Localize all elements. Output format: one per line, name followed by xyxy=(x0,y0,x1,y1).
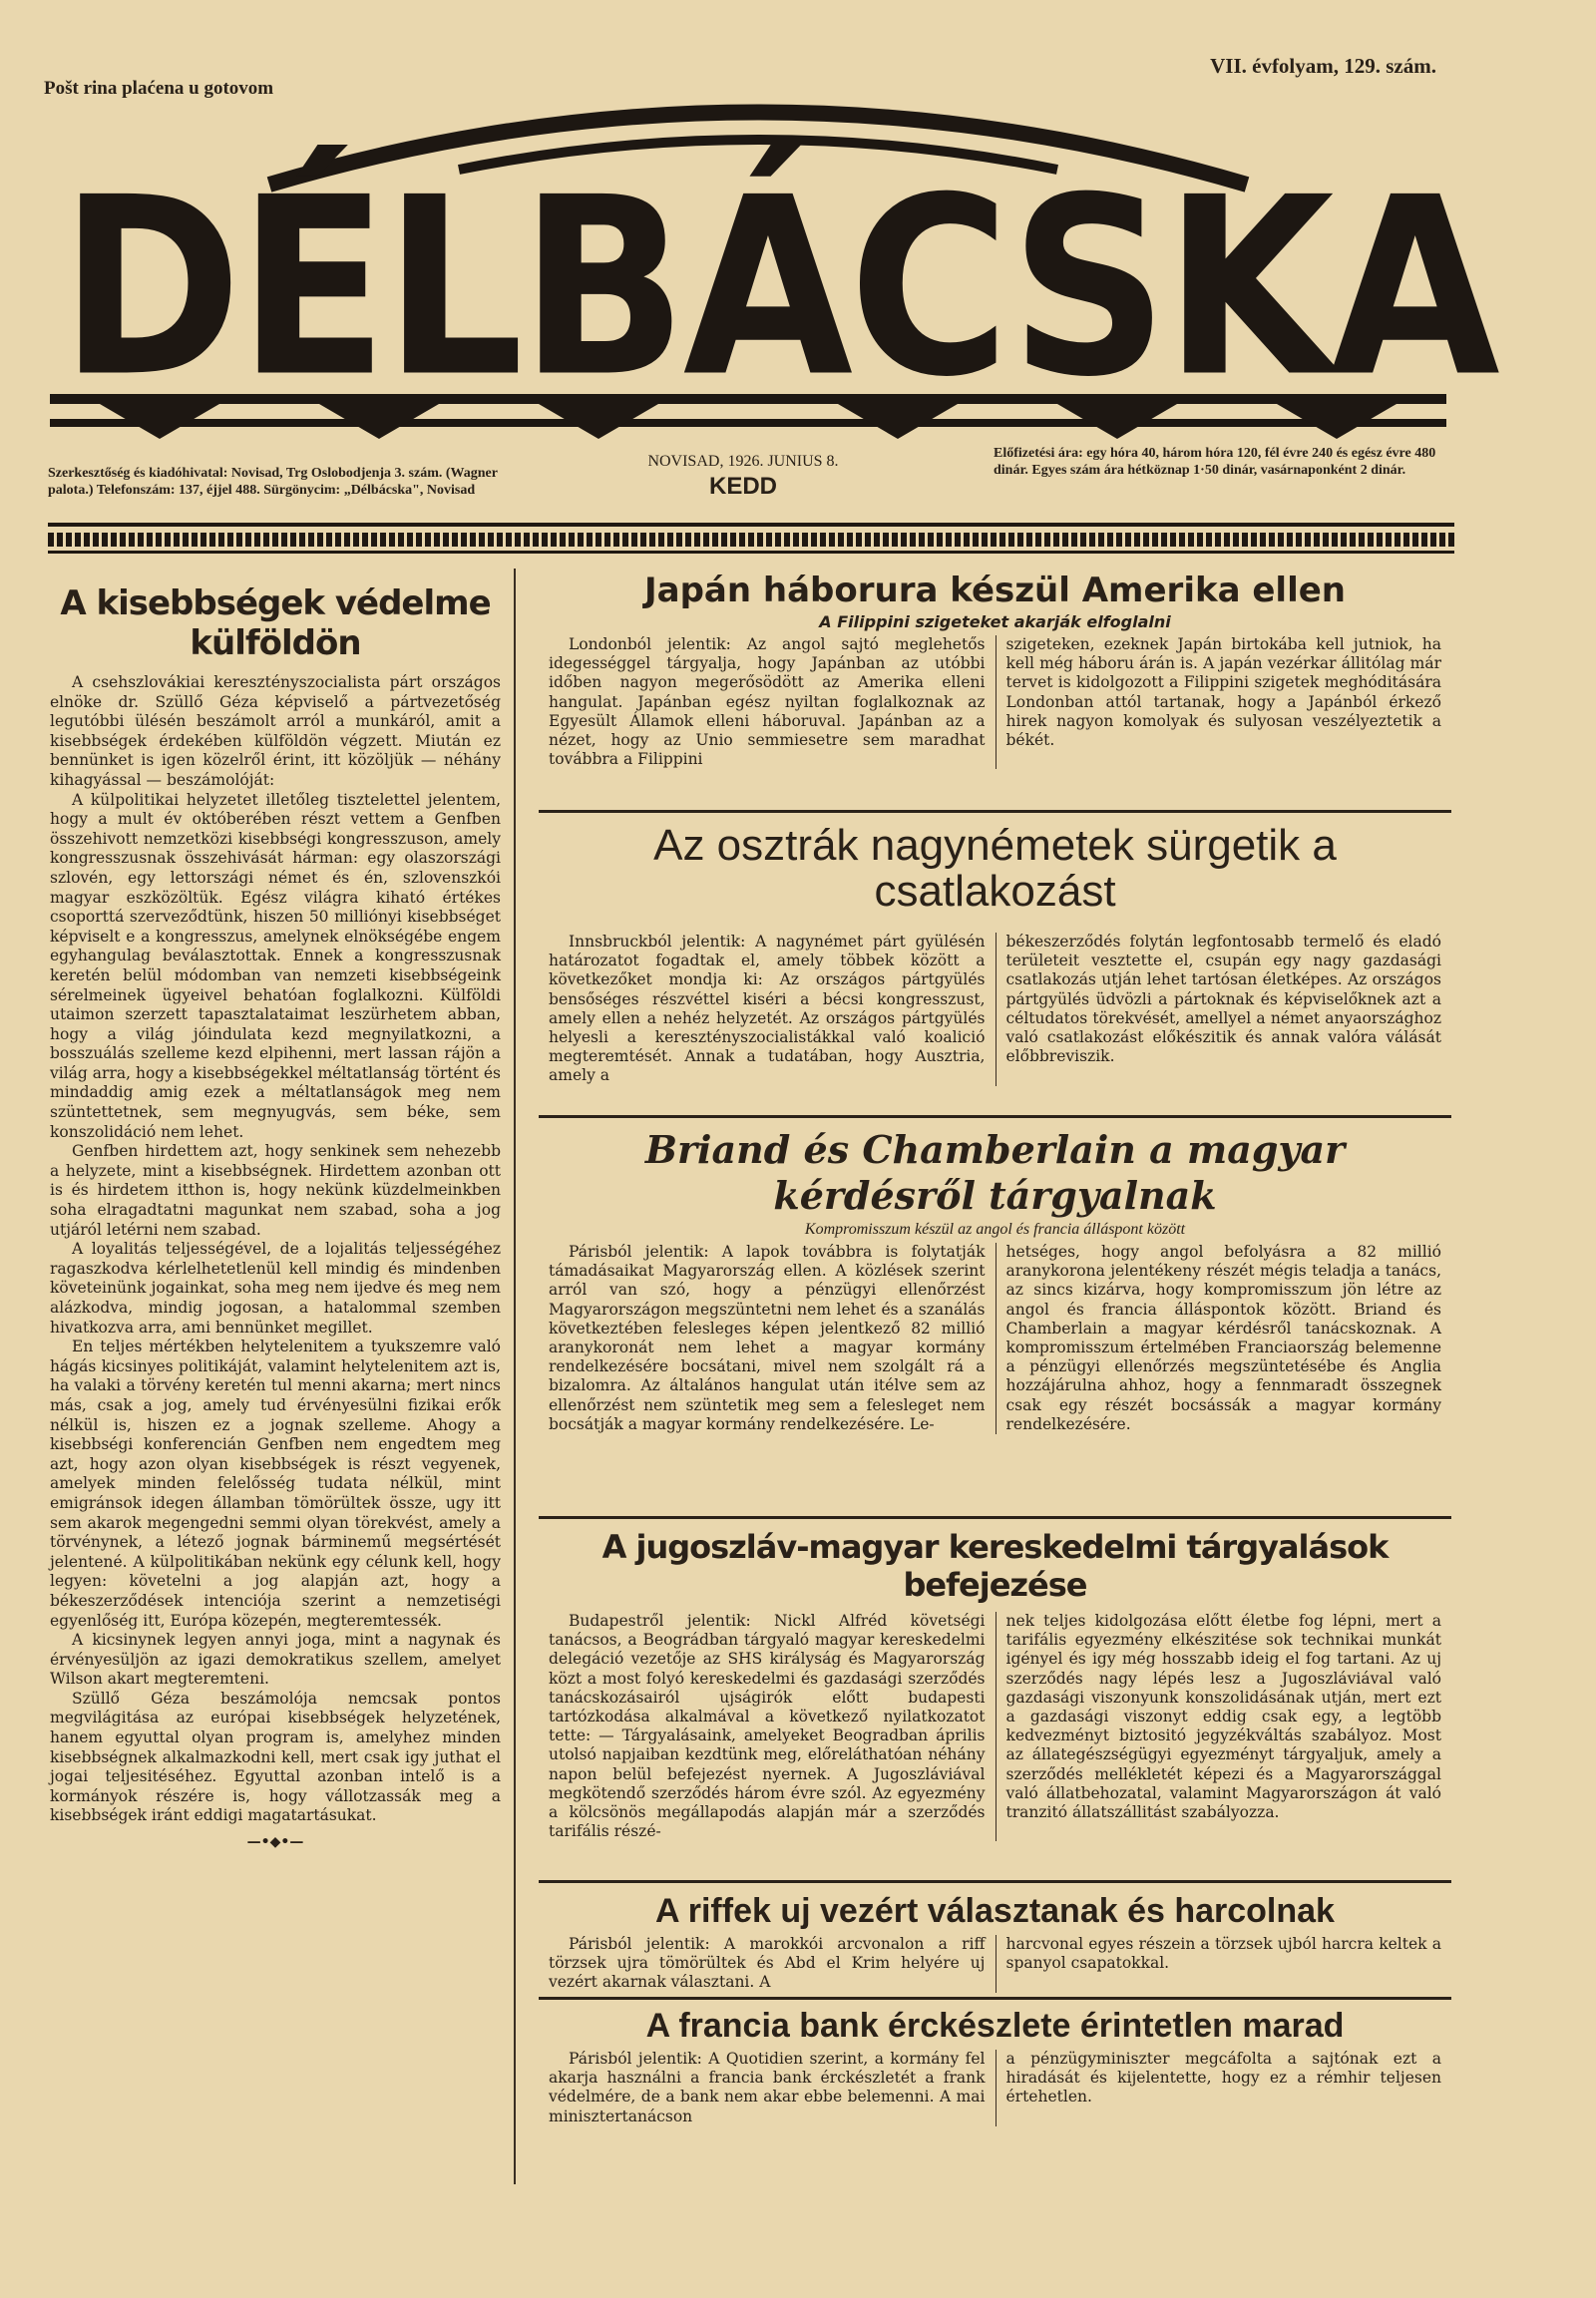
article-title: Japán háborura készül Amerika ellen xyxy=(643,571,1346,610)
article-divider xyxy=(539,1997,1451,2000)
paragraph: Genfben hirdettem azt, hogy senkinek sem nehezebb a helyzete, mint a kisebbségnek. Hirdettem azonban ott is és hirdetem itthon is, hogy nekünk küzdelmeinkben soha elragadtatni magunkat nem szabad, soha a jog utjáról letérni nem szabad. xyxy=(50,1142,501,1239)
article-text: hetséges, hogy angol befolyásra a 82 millió aranykorona jelentékeny részét mégis teladja a tanács, az sincs kizárva, hogy kompromisszum jön létre az angol és francia álláspontok között. Briand és Chamberlain a magyar kérdésről tanácskoznak. A kompromisszum értelmében Franciaország belemenne a pénzügyi ellenőrzés megszüntetésébe és Anglia hozzájárulna ahhoz, hogy a fennmaradt összegnek csak egy részét bocsássák a magyar kormány rendelkezésére. xyxy=(1005,1243,1441,1433)
date-block xyxy=(628,453,858,501)
article-text: békeszerződés folytán legfontosabb termelő és eladó területeit vesztette el, csupán egy nagy gazdasági csatlakozás utján lehet tartósan életképes. Az országos pártgyülés üdvözli a pártoknak és képviselőknek azt a céltudatos törekvését, amellyel a német anyaországhoz való csatlakozást előkészitik és annak valóra válását előbbreviszik. xyxy=(1005,933,1441,1066)
article-subtitle: A Filippini szigeteket akarják elfoglalni xyxy=(819,612,1171,631)
place-date: NOVISAD, 1926. JUNIUS 8. xyxy=(647,453,839,470)
article-bank xyxy=(539,2007,1451,2126)
article-riff xyxy=(539,1892,1451,1993)
article-text: harcvonal egyes részein a törzsek ujból harcra keltek a spanyol csapatokkal. xyxy=(1005,1935,1441,1973)
left-article xyxy=(50,583,501,1850)
column-divider xyxy=(514,569,516,2184)
paragraph: A kicsinynek legyen annyi joga, mint a nagynak és érvényesüljön az igazi demokratikus szellem, amelyet Wilson akart megteremteni. xyxy=(50,1631,501,1689)
article-divider xyxy=(539,1880,1451,1883)
article-austria xyxy=(539,823,1451,1086)
article-text: Párisból jelentik: A marokkói arcvonalon a riff törzsek ujra tömörültek és Abd el Krim helyére uj vezért akarnak választani. A xyxy=(549,1935,986,1992)
article-title: A riffek uj vezért választanak és harcolnak xyxy=(655,1892,1335,1930)
article-text: Londonból jelentik: Az angol sajtó meglehetős idegességgel tárgyalja, hogy Japánban az utóbbi időben nagyon megerősödött az Amerika elleni hangulat. Japánban egész nyiltan foglalkoznak az Egyesült Államok elleni háboruval. Japánban az a nézet, hogy az Unio semmiesetre sem maradhat továbbra a Filippini xyxy=(549,635,986,769)
article-text: szigeteken, ezeknek Japán birtokába kell jutniok, ha kell még háboru árán is. A japán vezérkar állitólag már tervet is kidolgozott a Filippini szigetek meghóditására Londonban attól tartanak, hogy a Japánból érkező hirek nagyon komolyak és sulyosan veszélyeztetik a békét. xyxy=(1005,635,1441,750)
article-text: Innsbruckból jelentik: A nagynémet párt gyülésén határozatot fogadtak el, amely többek között a következőket mondja ki: Az országos pártgyülés bensőséges részvéttel kiséri a bécsi kongresszust, amely ellen a nehéz helyzetét. Az országos pártgyülés helyesli a keresztényszocialistákkal való koalició megteremtését. Annak a tudatában, hogy Ausztria, amely a xyxy=(549,933,986,1085)
article-title: A jugoszláv-magyar kereskedelmi tárgyalások befejezése xyxy=(601,1528,1389,1604)
paragraph: En teljes mértékben helytelenitem a tyukszemre való hágás kicsinyes politikáját, valamint helytelenitem azt is, ha valaki a törvény keretén tul menni akarna; mert nincs más, csak a jog, amely tud érvényesülni fizikai erők nélkül is, hiszen ez a jognak szelleme. Ahogy a kisebbségi konferencián Genfben nem engedtem meg azt, hogy azon olyan kisebbségek is részt vegyenek, amelyek minden felelősség tudata nélkül, mint emigránsok idegen államban tömörültek össze, ugy itt sem akarok megengedni semmi olyan törekvést, amely a törvénynek, a létező jognak bárminemű megsértését jelentené. A külpolitikában nekünk egy célunk kell, hogy legyen: követelni a jog alapján azt, hogy a békeszerződések intenciója szerint a nemzetiségi egyenlőség itt, Európa közepén, megteremtessék. xyxy=(50,1338,501,1630)
article-text: nek teljes kidolgozása előtt életbe fog lépni, mert a tarifális egyezmény elkészitése sok technikai munkát igényel és igy még hosszabb ideig el fog tartani. Az uj szerződés nagy lépés lesz a Jugoszláviával való gazdasági viszonyunk konszolidásának utján, mert ezt a gazdasági viszonyt eddig csak egy, a legtöbb kedvezményt biztositó jegyzékváltás szabályoz. Most az állategészségügyi egyezményt tárgyaljuk, amely a szerződés mellékletét képezi és a Magyarországgal való állatbehozatal, valamint Magyarországon át való tranzitó állatszállitást szabályozza. xyxy=(1005,1612,1441,1822)
header-rule xyxy=(48,523,1454,527)
paragraph: Szüllő Géza beszámolója nemcsak pontos megvilágitása az európai kisebbségek helyzetének, hanem egyuttal olyan program is, amelyhez minden kisebbségnek alkalmazkodni kell, mert csak igy juthat el jogai teljesitéséhez. Egyuttal azonban intelő is a kormányok részére is, hogy vállotzassák meg a kisebbségek iránt eddigi magatartásukat. xyxy=(50,1689,501,1825)
paragraph: A loyalitás teljességével, de a lojalitás teljességéhez ragaszkodva kérlelhetetlenül kell mindig és mindenben követeinünk jogainkat, soha meg nem ijedve és meg nem alázkodva, mindig jogosan, a hatalommal szemben hivatkozva arra, ami bennünket megillet. xyxy=(50,1240,501,1337)
subscription-info: Előfizetési ára: egy hóra 40, három hóra 120, fél évre 240 és egész évre 480 dinár. Egyes szám ára hétköznap 1·50 dinár, vasárnaponként 2 dinár. xyxy=(994,446,1436,478)
header-rule xyxy=(48,551,1454,554)
article-title: Briand és Chamberlain a magyar kérdésről tárgyalnak xyxy=(644,1127,1346,1218)
article-briand xyxy=(539,1127,1451,1434)
article-divider xyxy=(539,1115,1451,1118)
paragraph: A külpolitikai helyzetet illetőleg tisztelettel jelentem, hogy a mult év októberében részt vettem a Genfben összehivott nemzetközi kisebbségi kongresszuson, amely kongresszusnak összehivását hárman: egy olaszországi szlovén, egy lettországi német és én, szlovenszkói magyar eszközöltük. Egész világra kiható értékes csoporttá szerveződtünk, hiszen 50 milliónyi kisebbséget képviselt e a kongresszus, amelynek elnökségébe engem egyhangulag beválasztottak. Ennek a kongresszusnak keretén belül módomban van nemzeti kisebbségeink sérelmeinek ügyeivel behatóan foglalkozni. Külföldi utaimon szerzett tapasztalataimat leszürhetem abban, hogy a világ jóindulata kezd megnyilatkozni, a bosszuálás szelleme kezd elpihenni, mert lassan rájön a világ arra, hogy a kisebbségekkel méltatlanság történt és mindaddig amig ezek a méltatlanságok meg nem szüntettetnek, sem megnyugvás, sem béke, sem konszolidáció nem lehet. xyxy=(50,790,501,1141)
article-text: Párisból jelentik: A Quotidien szerint, a kormány fel akarja használni a francia bank érckészletét a frank védelmére, de a bank nem akar ebbe belemenni. A mai minisztertanácson xyxy=(549,2050,986,2125)
left-article-title: A kisebbségek védelme külföldön xyxy=(60,583,491,663)
article-text: Párisból jelentik: A lapok továbbra is folytatják támadásaikat Magyarország ellen. A közlések szerint arról van szó, hogy a pénzügyi ellenőrzést Magyarországon megszüntetni nem lehet és a szanálás következtében felesleges képen jelentkező 82 millió aranykoronát nem lehet a magyar kormány rendelkezésére bocsátani, mivel nem szolgált rá a bizalomra. Az általános hangulat után itélve sem az ellenőrzést nem szüntetik meg sem a felesleget nem bocsátják a magyar kormány rendelkezésére. Le- xyxy=(549,1243,986,1433)
article-trade xyxy=(539,1528,1451,1841)
article-japan xyxy=(539,571,1451,769)
article-title: A francia bank érckészlete érintetlen marad xyxy=(645,2007,1345,2045)
postal-note: Pošt rina plaćena u gotovom xyxy=(44,78,274,99)
ornament-icon: —•◆•— xyxy=(246,1834,304,1851)
article-text: Budapestről jelentik: Nickl Alfréd követségi tanácsos, a Beográdban tárgyaló magyar kereskedelmi delegáció vezetője az SHS királyság és Magyarország közt a most folyó kereskedelmi és gazdasági szerződés tanácskozásairól ujságirók előtt budapesti tartózkodása alkalmával a következő nyilatkozatot tette: — Tárgyalásaink, amelyeket Beogradban április utolsó napjaiban kezdtünk meg, előreláthatóan néhány napon belül befejezést nyernek. A Jugoszláviával megkötendő szerződés három évre szól. Az egyezmény a kölcsönös megállapodás alapján már a szerződés tarifális részé- xyxy=(549,1612,986,1841)
article-subtitle: Kompromisszum készül az angol és francia álláspont között xyxy=(804,1221,1186,1238)
article-title: Az osztrák nagynémetek sürgetik a csatlakozást xyxy=(653,821,1337,916)
weekday: KEDD xyxy=(708,473,777,500)
paragraph: A csehszlovákiai keresztényszocialista párt országos elnöke dr. Szüllő Géza képviselő a pártvezetőség legutóbbi ülésén beszámolt arról a munkáról, amit a kisebbségek érdekében külföldön végzett. Miután ez bennünket is igen közelről érint, itt közöljük — néhány kihagyással — beszámolóját: xyxy=(50,673,501,789)
article-text: a pénzügyminiszter megcáfolta a sajtónak ezt a hiradását és kijelentette, hogy ez a rémhir teljesen értehetlen. xyxy=(1005,2050,1441,2106)
header-rule-decor xyxy=(48,533,1454,547)
article-divider xyxy=(539,1516,1451,1519)
masthead-title: DÉLBÁCSKA xyxy=(60,145,1496,431)
article-divider xyxy=(539,810,1451,813)
issue-number: VII. évfolyam, 129. szám. xyxy=(1210,54,1436,78)
editorial-info: Szerkesztőség és kiadóhivatal: Novisad, Trg Oslobodjenja 3. szám. (Wagner palota.) Telefonszám: 137, éjjel 488. Sürgönycim: „Délbácska", Novisad xyxy=(48,466,498,498)
